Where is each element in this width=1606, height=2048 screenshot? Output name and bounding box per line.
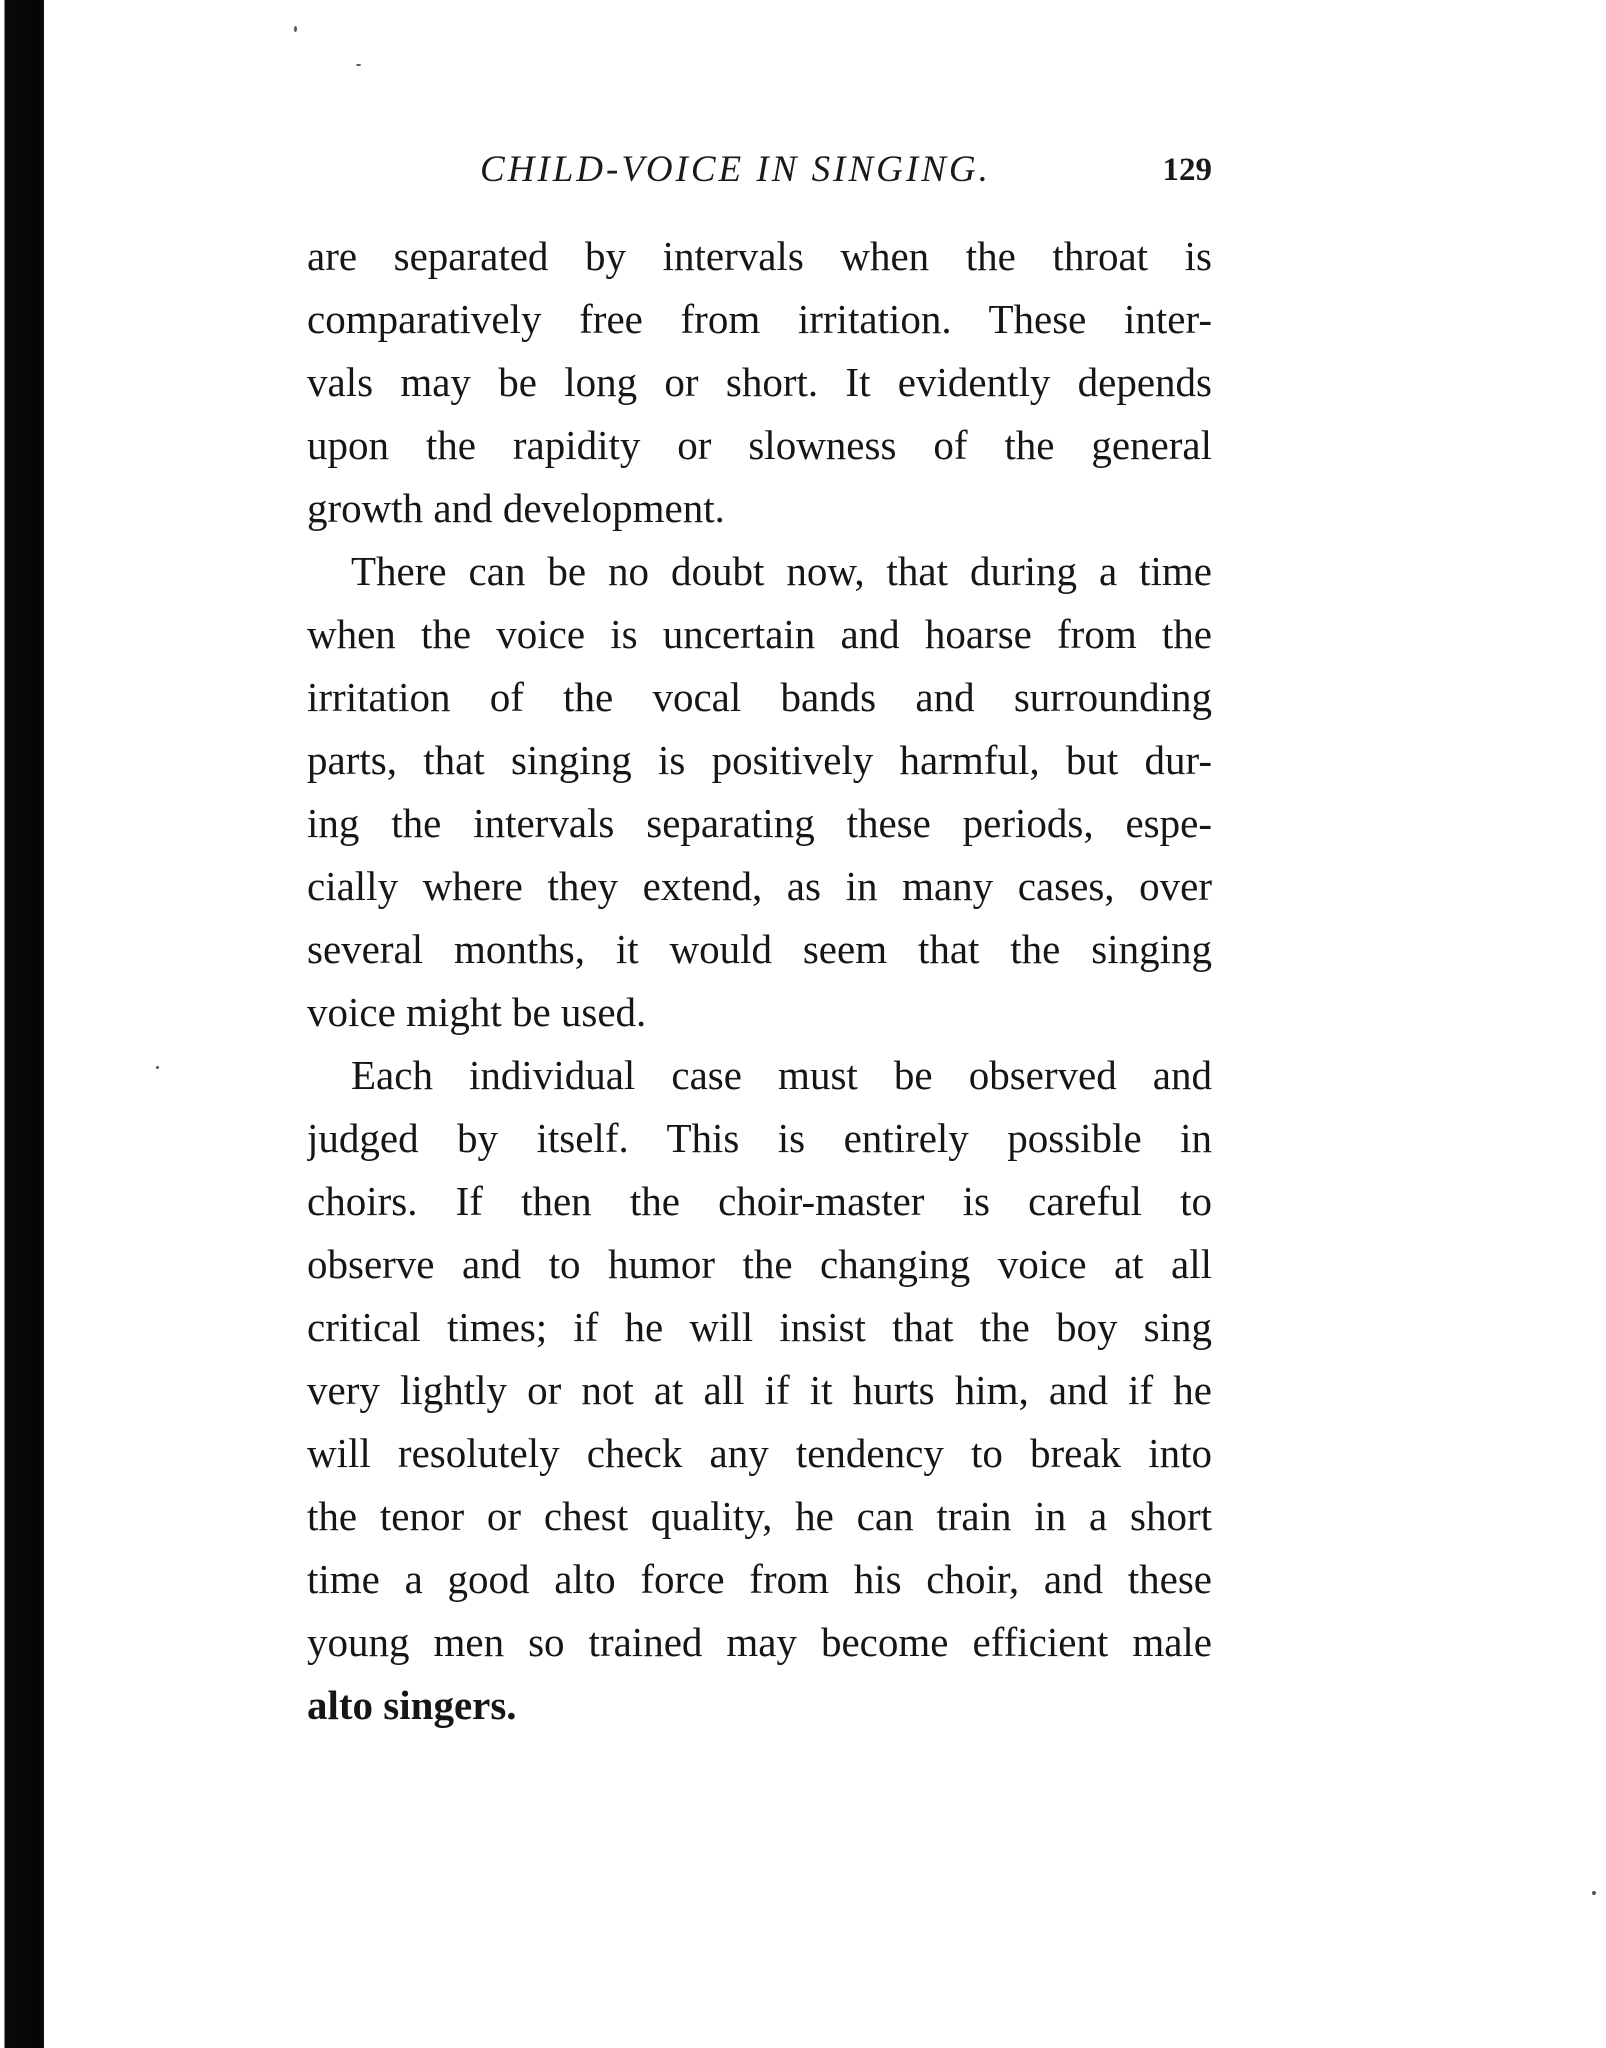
text-line: observe and to humor the changing voice at all xyxy=(307,1241,1212,1287)
running-title: CHILD-VOICE IN SINGING. xyxy=(480,149,991,190)
text-line: critical times; if he will insist that the boy sing xyxy=(307,1304,1212,1350)
text-line: irritation of the vocal bands and surrounding xyxy=(307,674,1212,720)
text-line: choirs. If then the choir-master is careful to xyxy=(307,1178,1212,1224)
body-text xyxy=(307,225,1212,1737)
text-line: will resolutely check any tendency to break into xyxy=(307,1430,1212,1476)
text-line: are separated by intervals when the throat is xyxy=(307,233,1212,279)
text-line: upon the rapidity or slowness of the general xyxy=(307,422,1212,468)
text-line: cially where they extend, as in many cases, over xyxy=(307,863,1212,909)
text-line: voice might be used. xyxy=(307,989,647,1035)
text-line: Each individual case must be observed and xyxy=(351,1052,1212,1098)
text-line: very lightly or not at all if it hurts him, and if he xyxy=(307,1367,1212,1413)
paragraph-1 xyxy=(307,225,1212,540)
print-speck xyxy=(1592,1891,1596,1895)
text-line: alto singers. xyxy=(307,1682,517,1728)
running-head xyxy=(307,148,1212,198)
text-line: ing the intervals separating these periods, espe- xyxy=(307,800,1212,846)
text-line: parts, that singing is positively harmful, but dur- xyxy=(307,737,1212,783)
text-line: vals may be long or short. It evidently depends xyxy=(307,359,1212,405)
page-binding-edge xyxy=(0,0,44,2048)
paragraph-3 xyxy=(307,1044,1212,1737)
text-line: comparatively free from irritation. These inter- xyxy=(307,296,1212,342)
print-speck xyxy=(294,26,297,32)
paragraph-2 xyxy=(307,540,1212,1044)
page-number: 129 xyxy=(1162,152,1212,188)
text-line: several months, it would seem that the singing xyxy=(307,926,1212,972)
text-line: time a good alto force from his choir, and these xyxy=(307,1556,1212,1602)
text-line: when the voice is uncertain and hoarse from the xyxy=(307,611,1212,657)
text-line: There can be no doubt now, that during a time xyxy=(351,548,1212,594)
print-speck xyxy=(156,1066,159,1069)
text-line: the tenor or chest quality, he can train in a short xyxy=(307,1493,1212,1539)
text-line: judged by itself. This is entirely possible in xyxy=(307,1115,1212,1161)
print-speck xyxy=(356,64,361,66)
text-line: growth and development. xyxy=(307,485,725,531)
text-line: young men so trained may become efficient male xyxy=(307,1619,1212,1665)
